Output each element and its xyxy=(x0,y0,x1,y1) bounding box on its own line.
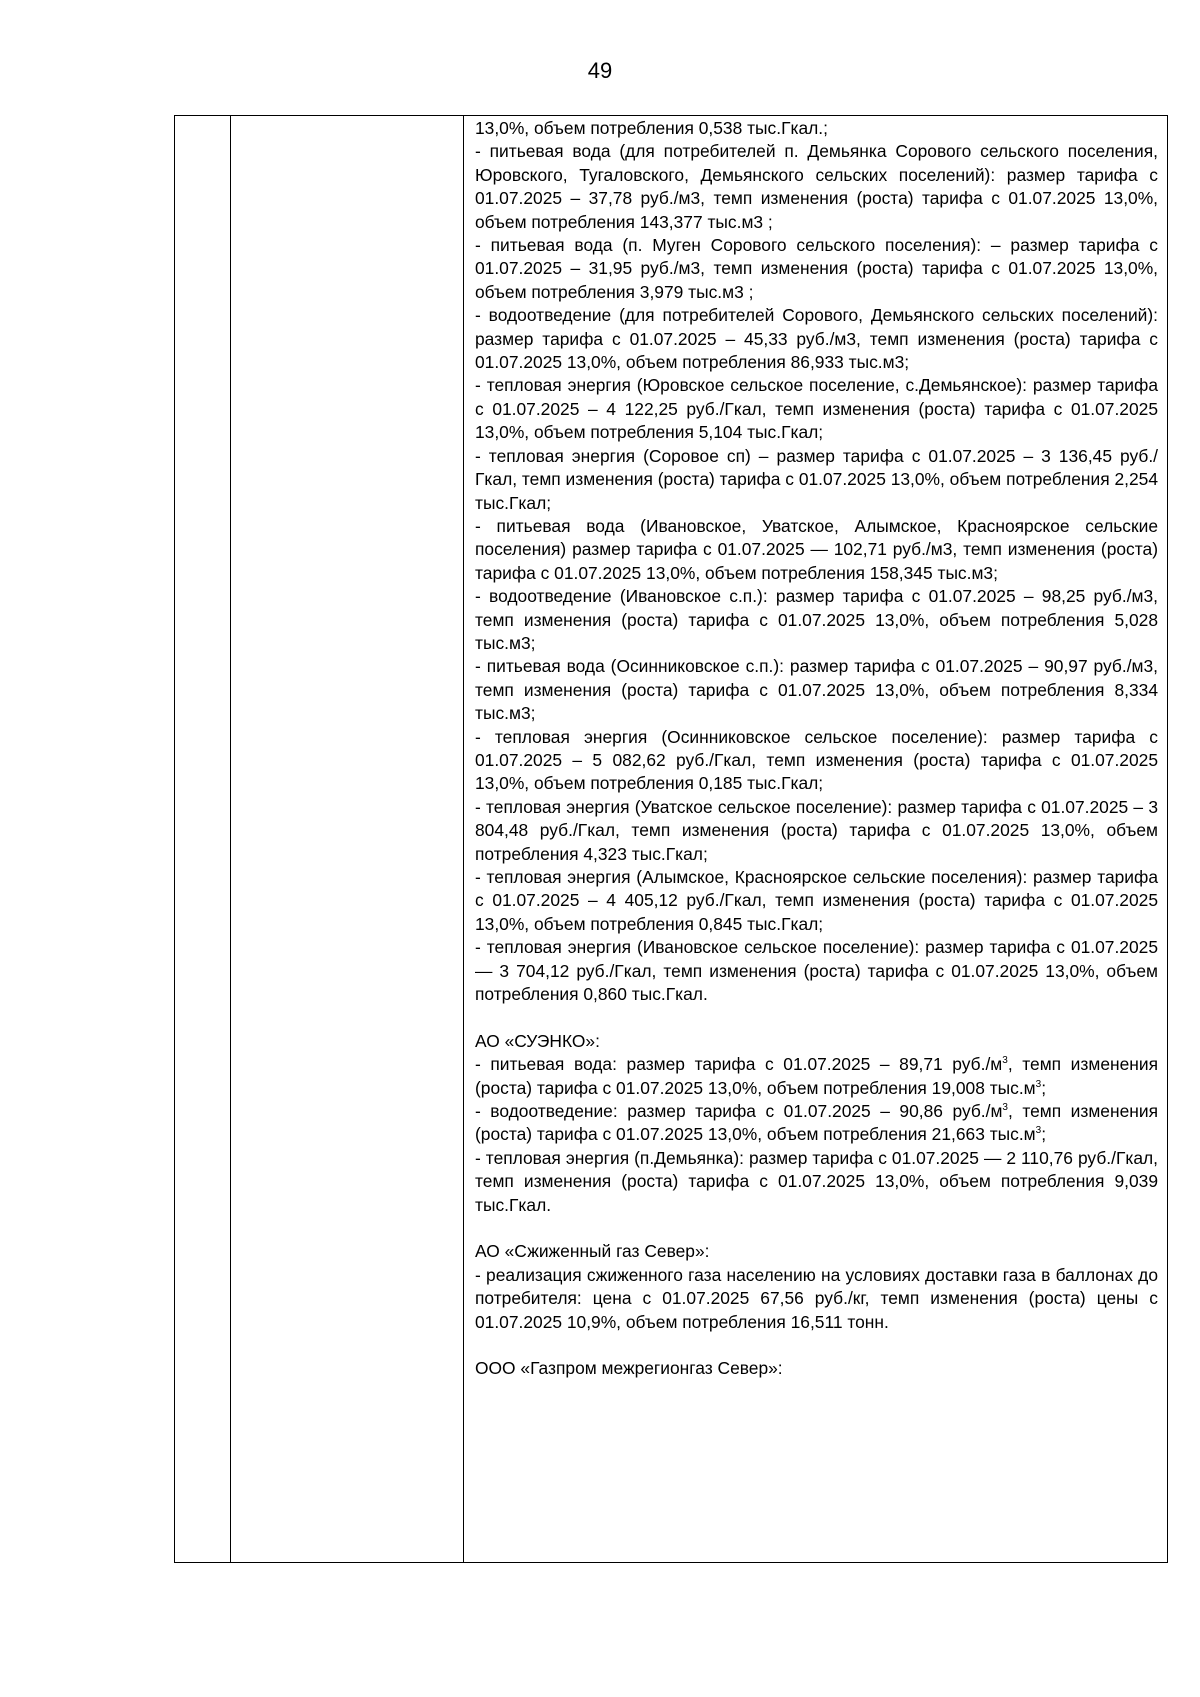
table-row xyxy=(175,116,1168,1563)
page-number: 49 xyxy=(587,58,613,83)
text-span: , темп изменения (роста) тарифа с 01.07.2025 13,0%, объем потребления 19,008 тыс.м xyxy=(475,1054,1159,1098)
spacer xyxy=(475,1217,1158,1240)
paragraph: - тепловая энергия (Уватское сельское поселение): размер тарифа с 01.07.2025 – 3 804,48 руб./Гкал, темп изменения (роста) тарифа с 01.07.2025 13,0%, объем потребления 4,323 тыс.Гкал; xyxy=(475,796,1158,864)
paragraph: - тепловая энергия (Ивановское сельское поселение): размер тарифа с 01.07.2025 — 3 704,12 руб./Гкал, темп изменения (роста) тарифа с 01.07.2025 13,0%, объем потребления 0,860 тыс.Гкал. xyxy=(475,937,1158,1005)
paragraph: - питьевая вода (для потребителей п. Демьянка Сорового сельского поселения, Юровского, Тугаловского, Демьянского сельских поселений): размер тарифа с 01.07.2025 – 37,78 руб./м3, темп изменения (роста) тарифа с 01.07.2025 13,0%, объем потребления 143,377 тыс.м3 ; xyxy=(475,141,1158,232)
paragraph: - реализация сжиженного газа населению на условиях доставки газа в баллонах до потребителя: цена с 01.07.2025 67,56 руб./кг, темп изменения (роста) цены с 01.07.2025 10,9%, объем потребления 16,511 тонн. xyxy=(475,1264,1158,1332)
superscript: 3 xyxy=(1035,1125,1042,1137)
text-span: ; xyxy=(1041,1077,1047,1098)
superscript: 3 xyxy=(1002,1102,1008,1114)
spacer xyxy=(475,1006,1158,1029)
paragraph xyxy=(475,1100,1158,1147)
paragraph: - тепловая энергия (п.Демьянка): размер тарифа с 01.07.2025 — 2 110,76 руб./Гкал, темп изменения (роста) тарифа с 01.07.2025 13,0%, объем потребления 9,039 тыс.Гкал. xyxy=(475,1147,1158,1215)
paragraph: - тепловая энергия (Осинниковское сельское поселение): размер тарифа с 01.07.2025 – 5 082,62 руб./Гкал, темп изменения (роста) тарифа с 01.07.2025 13,0%, объем потребления 0,185 тыс.Гкал; xyxy=(475,726,1158,794)
superscript: 3 xyxy=(1035,1078,1042,1090)
table-cell-number xyxy=(175,116,231,1563)
org-heading-suenko: АО «СУЭНКО»: xyxy=(475,1030,600,1051)
paragraph: - тепловая энергия (Соровое сп) – размер тарифа с 01.07.2025 – 3 136,45 руб./Гкал, темп изменения (роста) тарифа с 01.07.2025 13,0%, объем потребления 2,254 тыс.Гкал; xyxy=(475,445,1158,513)
paragraph: - питьевая вода (Ивановское, Уватское, Алымское, Красноярское сельские поселения) размер тарифа с 01.07.2025 — 102,71 руб./м3, темп изменения (роста) тарифа с 01.07.2025 13,0%, объем потребления 158,345 тыс.м3; xyxy=(475,515,1158,583)
superscript: 3 xyxy=(1002,1055,1008,1067)
text-span: - питьевая вода: размер тарифа с 01.07.2025 – 89,71 руб./м xyxy=(475,1054,1003,1075)
tariff-table xyxy=(174,115,1168,1563)
paragraph: - питьевая вода (п. Муген Сорового сельского поселения): – размер тарифа с 01.07.2025 – 31,95 руб./м3, темп изменения (роста) тарифа с 01.07.2025 13,0%, объем потребления 3,979 тыс.м3 ; xyxy=(475,235,1158,302)
table-cell-content xyxy=(464,116,1168,1563)
text-span: - водоотведение: размер тарифа с 01.07.2025 – 90,86 руб./м xyxy=(475,1101,1003,1122)
text-span: , темп изменения (роста) тарифа с 01.07.2025 13,0%, объем потребления 21,663 тыс.м xyxy=(475,1101,1158,1145)
spacer xyxy=(475,1334,1158,1357)
paragraph: - тепловая энергия (Алымское, Красноярское сельские поселения): размер тарифа с 01.07.2025 – 4 405,12 руб./Гкал, темп изменения (роста) тарифа с 01.07.2025 13,0%, объем потребления 0,845 тыс.Гкал; xyxy=(475,867,1158,934)
paragraph: - питьевая вода (Осинниковское с.п.): размер тарифа с 01.07.2025 – 90,97 руб./м3, темп изменения (роста) тарифа с 01.07.2025 13,0%, объем потребления 8,334 тыс.м3; xyxy=(475,656,1158,724)
org-heading-gas-sever: АО «Сжиженный газ Север»: xyxy=(475,1241,710,1262)
paragraph xyxy=(475,1053,1158,1100)
paragraph: - тепловая энергия (Юровское сельское поселение, с.Демьянское): размер тарифа с 01.07.2025 – 4 122,25 руб./Гкал, темп изменения (роста) тарифа с 01.07.2025 13,0%, объем потребления 5,104 тыс.Гкал; xyxy=(475,375,1158,443)
paragraph: - водоотведение (Ивановское с.п.): размер тарифа с 01.07.2025 – 98,25 руб./м3, темп изменения (роста) тарифа с 01.07.2025 13,0%, объем потребления 5,028 тыс.м3; xyxy=(475,586,1158,653)
text-span: ; xyxy=(1041,1124,1047,1145)
org-heading-gazprom: ООО «Газпром межрегионгаз Север»: xyxy=(475,1358,783,1379)
paragraph: - водоотведение (для потребителей Сорового, Демьянского сельских поселений): размер тарифа с 01.07.2025 – 45,33 руб./м3, темп изменения (роста) тарифа с 01.07.2025 13,0%, объем потребления 86,933 тыс.м3; xyxy=(475,305,1158,373)
table-cell-name xyxy=(231,116,464,1563)
paragraph: 13,0%, объем потребления 0,538 тыс.Гкал.; xyxy=(475,118,828,138)
